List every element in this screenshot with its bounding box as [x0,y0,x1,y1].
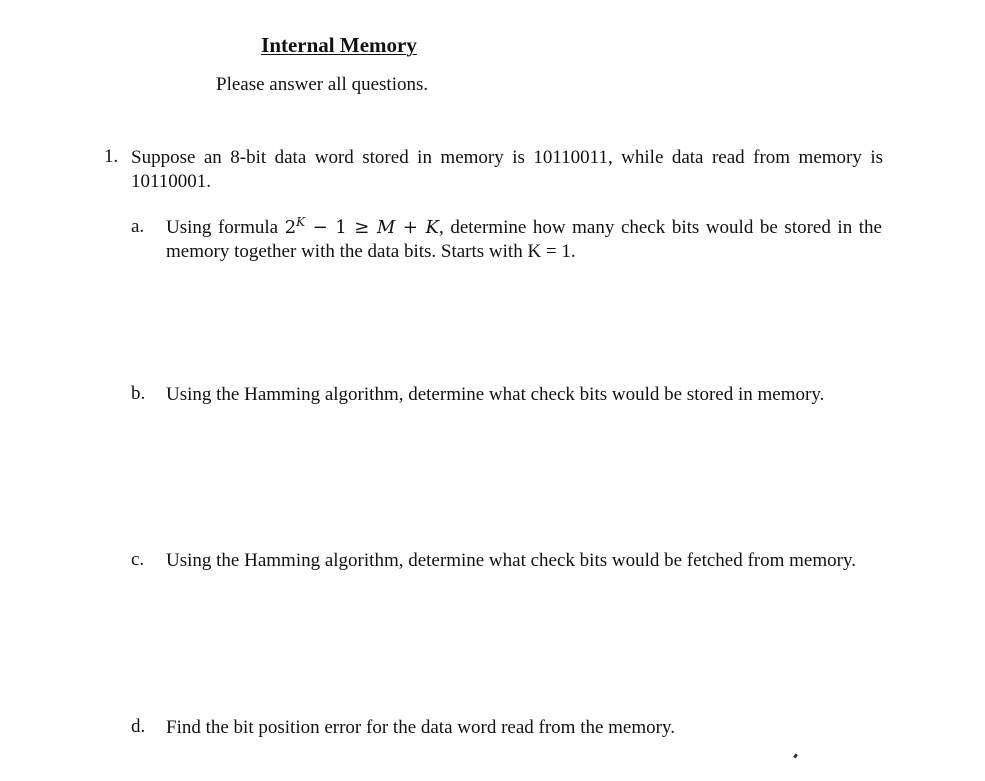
question-number: 1. [104,146,119,167]
part-d-text: Find the bit position error for the data word read from the memory. [166,717,675,738]
part-c-letter: c. [131,549,145,570]
part-b-text: Using the Hamming algorithm, determine what check bits would be stored in memory. [166,384,825,405]
question-text: Suppose an 8-bit data word stored in memory is 10110011, while data read from memory is 10110001. [131,147,883,192]
part-a-text-before: Using formula [166,217,285,238]
part-a-text-after: , determine how many check bits would be stored in the memory together with the data bits. Starts with K = 1. [166,217,882,262]
part-b-letter: b. [131,383,146,404]
instructions: Please answer all questions. [216,74,429,95]
part-c-text: Using the Hamming algorithm, determine what check bits would be fetched from memory. [166,550,856,571]
part-d-letter: d. [131,716,146,737]
part-a-formula: $2^K - 1 \ge M + K$ [284,215,439,238]
stray-mark [793,754,798,759]
part-a-text [166,216,882,264]
part-a-letter: a. [131,216,145,237]
page-title: Internal Memory [261,33,417,57]
